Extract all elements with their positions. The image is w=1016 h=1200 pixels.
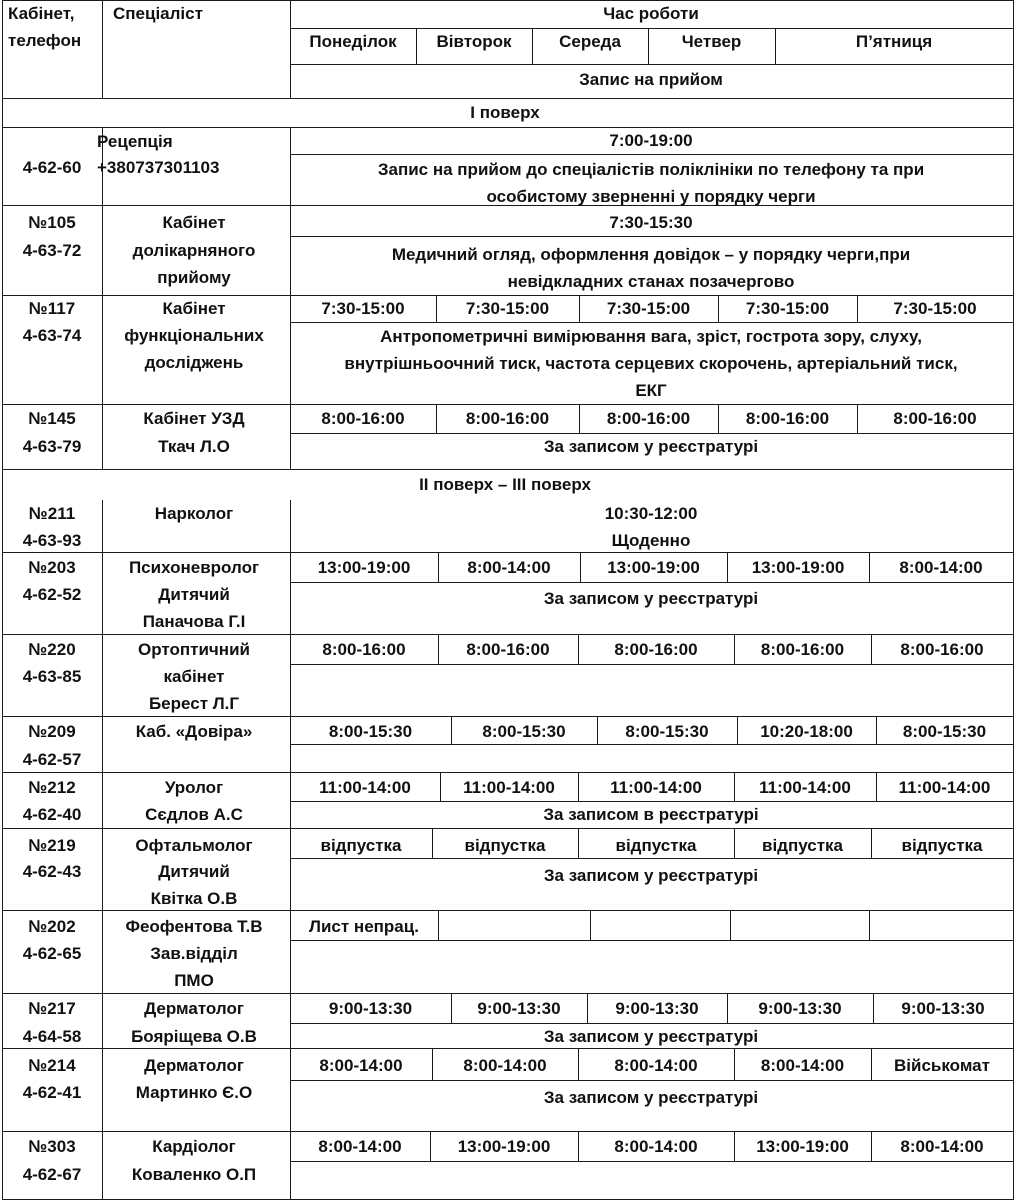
work-time-cell: 8:00-14:00 <box>614 1137 698 1156</box>
appointment-note: невідкладних станах позачергово <box>507 272 795 291</box>
cabinet-cell: 4-62-60 <box>22 158 82 177</box>
grid-line <box>1013 0 1014 1200</box>
work-time-cell: 8:00-16:00 <box>321 409 405 428</box>
grid-line <box>578 772 579 802</box>
work-time-cell: 9:00-13:30 <box>615 999 699 1018</box>
grid-line <box>102 500 103 553</box>
grid-line <box>2 0 3 1200</box>
grid-line <box>430 1131 431 1162</box>
specialist-cell: Рецепція <box>97 132 173 151</box>
cabinet-cell: №145 <box>28 409 76 428</box>
specialist-cell: +380737301103 <box>97 158 220 177</box>
work-time-cell: 8:00-16:00 <box>614 640 698 659</box>
work-time-cell: 8:00-15:30 <box>328 722 413 741</box>
specialist-cell: Психоневролог <box>128 558 260 577</box>
work-time-cell: 13:00-19:00 <box>756 1137 849 1156</box>
work-time-cell: відпустка <box>615 836 697 855</box>
work-time-cell: 10:20-18:00 <box>760 722 853 741</box>
floor-label-second-third: ІІ поверх – ІІІ поверх <box>419 475 591 494</box>
specialist-cell: ПМО <box>174 971 214 990</box>
grid-line <box>734 828 735 859</box>
grid-line <box>734 1048 735 1081</box>
grid-line <box>102 634 103 717</box>
cabinet-cell: 4-62-43 <box>22 862 82 881</box>
specialist-cell: Коваленко О.П <box>131 1165 257 1184</box>
specialist-cell: Нарколог <box>154 504 234 523</box>
specialist-cell: функціональних <box>124 326 264 345</box>
grid-line <box>578 1131 579 1162</box>
specialist-cell: Дерматолог <box>144 1056 244 1075</box>
cabinet-cell: 4-62-57 <box>22 750 82 769</box>
cabinet-cell: 4-62-67 <box>22 1165 82 1184</box>
grid-line <box>102 205 103 296</box>
grid-line <box>290 634 291 717</box>
cabinet-cell: №202 <box>28 917 76 936</box>
grid-line <box>727 993 728 1024</box>
grid-line <box>857 404 858 434</box>
grid-line <box>2 716 1014 717</box>
grid-line <box>438 910 439 941</box>
specialist-cell: прийому <box>157 268 231 287</box>
appointment-note: За записом у реєстратурі <box>543 589 759 608</box>
grid-line <box>440 772 441 802</box>
grid-line <box>290 205 291 296</box>
appointment-note: Антропометричні вимірювання вага, зріст, гострота зору, слуху, <box>380 327 922 346</box>
grid-line <box>290 64 1014 65</box>
work-time-cell: 7:30-15:00 <box>745 299 830 318</box>
work-time-cell: відпустка <box>901 836 983 855</box>
header-day-2: Середа <box>559 32 621 51</box>
header-cabinet-label: Кабінет, <box>8 4 75 23</box>
work-time-cell: 9:00-13:30 <box>758 999 842 1018</box>
cabinet-cell: 4-63-79 <box>22 437 82 456</box>
grid-line <box>734 1131 735 1162</box>
work-time-cell: 9:00-13:30 <box>477 999 561 1018</box>
specialist-cell: Берест Л.Г <box>148 694 240 713</box>
cabinet-cell: 4-63-72 <box>22 241 82 260</box>
grid-line <box>290 433 1014 434</box>
grid-line <box>290 0 291 99</box>
specialist-cell: Офтальмолог <box>135 836 253 855</box>
specialist-cell: Кабінет <box>162 299 226 318</box>
grid-line <box>102 404 103 470</box>
grid-line <box>737 716 738 745</box>
cabinet-cell: 4-63-93 <box>22 531 82 550</box>
grid-line <box>869 552 870 583</box>
grid-line <box>451 716 452 745</box>
work-time-cell: 8:00-16:00 <box>760 640 845 659</box>
grid-line <box>102 552 103 635</box>
work-time-cell: 8:00-14:00 <box>319 1056 403 1075</box>
grid-line <box>290 993 291 1049</box>
cabinet-cell: №212 <box>28 778 76 797</box>
grid-line <box>2 295 1014 296</box>
specialist-cell: Дитячий <box>158 862 230 881</box>
grid-line <box>102 993 103 1049</box>
work-time-cell: 8:00-14:00 <box>614 1056 698 1075</box>
work-time-cell: відпустка <box>464 836 546 855</box>
appointment-note: За записом у реєстратурі <box>543 866 759 885</box>
grid-line <box>290 552 291 635</box>
work-time-cell: 8:00-16:00 <box>745 409 830 428</box>
grid-line <box>290 664 1014 665</box>
work-time-cell: 8:00-15:30 <box>625 722 709 741</box>
work-time-cell: 8:00-16:00 <box>465 409 550 428</box>
grid-line <box>290 940 1014 941</box>
grid-line <box>648 28 649 65</box>
grid-line <box>290 910 291 994</box>
grid-line <box>578 828 579 859</box>
work-time-cell: 8:00-14:00 <box>760 1056 845 1075</box>
grid-line <box>290 1023 1014 1024</box>
grid-line <box>432 828 433 859</box>
header-day-1: Вівторок <box>436 32 512 51</box>
cabinet-cell: №214 <box>28 1056 76 1075</box>
grid-line <box>871 1048 872 1081</box>
specialist-cell: Дитячий <box>158 585 230 604</box>
appointment-note: За записом в реєстратурі <box>543 805 759 824</box>
work-time-cell: 10:30-12:00 <box>604 504 698 523</box>
work-time-cell: відпустка <box>761 836 844 855</box>
specialist-cell: Ткач Л.О <box>158 437 230 456</box>
grid-line <box>579 404 580 434</box>
grid-line <box>2 552 1014 553</box>
grid-line <box>290 500 291 553</box>
grid-line <box>102 1131 103 1200</box>
specialist-cell: Кабінет <box>162 213 226 232</box>
work-time-cell: 7:00-19:00 <box>609 131 693 150</box>
grid-line <box>102 910 103 994</box>
specialist-cell: Феофентова Т.В <box>125 917 263 936</box>
grid-line <box>290 295 291 405</box>
specialist-cell: досліджень <box>144 353 244 372</box>
cabinet-cell: 4-63-74 <box>22 326 82 345</box>
grid-line <box>578 634 579 665</box>
grid-line <box>734 772 735 802</box>
grid-line <box>290 28 1014 29</box>
grid-line <box>451 993 452 1024</box>
grid-line <box>2 634 1014 635</box>
grid-line <box>718 295 719 323</box>
specialist-cell: кабінет <box>163 667 225 686</box>
work-time-cell: 13:00-19:00 <box>317 558 411 577</box>
grid-line <box>290 744 1014 745</box>
appointment-note: внутрішньоочний тиск, частота серцевих скорочень, артеріальний тиск, <box>344 354 958 373</box>
specialist-cell: долікарняного <box>132 241 256 260</box>
work-time-cell: 8:00-16:00 <box>322 640 406 659</box>
work-time-cell: 7:30-15:00 <box>606 299 691 318</box>
appointment-note: Щоденно <box>611 531 691 550</box>
grid-line <box>290 1131 291 1200</box>
appointment-note: За записом у реєстратурі <box>543 1027 759 1046</box>
header-day-0: Понеділок <box>309 32 397 51</box>
grid-line <box>290 1161 1014 1162</box>
grid-line <box>438 552 439 583</box>
grid-line <box>869 910 870 941</box>
appointment-note: ЕКГ <box>635 381 667 400</box>
grid-line <box>102 295 103 405</box>
cabinet-cell: 4-62-40 <box>22 805 82 824</box>
header-work-time-label: Час роботи <box>603 4 699 23</box>
grid-line <box>2 1048 1014 1049</box>
grid-line <box>290 1080 1014 1081</box>
grid-line <box>876 772 877 802</box>
floor-label-first: І поверх <box>470 103 540 122</box>
grid-line <box>416 28 417 65</box>
appointment-note: особистому зверненні у порядку черги <box>486 187 816 206</box>
grid-line <box>290 801 1014 802</box>
grid-line <box>857 295 858 323</box>
cabinet-cell: 4-62-41 <box>22 1083 82 1102</box>
cabinet-cell: 4-64-58 <box>22 1027 82 1046</box>
work-time-cell: 11:00-14:00 <box>898 778 991 797</box>
work-time-cell: 8:00-14:00 <box>318 1137 402 1156</box>
cabinet-cell: №217 <box>28 999 76 1018</box>
grid-line <box>579 295 580 323</box>
grid-line <box>590 910 591 941</box>
grid-line <box>432 1048 433 1081</box>
work-time-cell: відпустка <box>320 836 402 855</box>
grid-line <box>580 552 581 583</box>
work-time-cell: 13:00-19:00 <box>457 1137 551 1156</box>
specialist-cell: Мартинко Є.О <box>135 1083 253 1102</box>
specialist-cell: Кардіолог <box>152 1137 236 1156</box>
work-time-cell: 8:00-16:00 <box>466 640 550 659</box>
work-time-cell: 8:00-14:00 <box>899 558 983 577</box>
appointment-note: За записом у реєстратурі <box>543 1088 759 1107</box>
grid-line <box>436 404 437 434</box>
cabinet-cell: №220 <box>28 640 76 659</box>
grid-line <box>578 1048 579 1081</box>
cabinet-cell: №219 <box>28 836 76 855</box>
specialist-cell: Квітка О.В <box>150 889 238 908</box>
appointment-note: За записом у реєстратурі <box>543 437 759 456</box>
grid-line <box>727 552 728 583</box>
grid-line <box>871 828 872 859</box>
work-time-cell: 8:00-16:00 <box>893 409 977 428</box>
cabinet-cell: №105 <box>28 213 76 232</box>
grid-line <box>290 828 291 911</box>
work-time-cell: 11:00-14:00 <box>463 778 555 797</box>
header-day-4: П’ятниця <box>855 32 933 51</box>
grid-line <box>871 1131 872 1162</box>
grid-line <box>438 634 439 665</box>
specialist-cell: Бояріщева О.В <box>131 1027 257 1046</box>
appointment-note: Запис на прийом до спеціалістів поліклініки по телефону та при <box>377 160 925 179</box>
work-time-cell: 7:30-15:30 <box>609 213 693 232</box>
grid-line <box>730 910 731 941</box>
specialist-cell: Кабінет УЗД <box>143 409 245 428</box>
grid-line <box>532 28 533 65</box>
cabinet-cell: №117 <box>28 299 76 318</box>
work-time-cell: 7:30-15:00 <box>321 299 405 318</box>
grid-line <box>597 716 598 745</box>
grid-line <box>290 127 291 206</box>
grid-line <box>871 634 872 665</box>
grid-line <box>734 634 735 665</box>
grid-line <box>436 295 437 323</box>
grid-line <box>102 0 103 99</box>
work-time-cell: 13:00-19:00 <box>751 558 845 577</box>
cabinet-cell: №303 <box>28 1137 76 1156</box>
specialist-cell: Паначова Г.І <box>142 612 246 631</box>
cabinet-cell: 4-62-65 <box>22 944 82 963</box>
work-time-cell: 8:00-15:30 <box>482 722 566 741</box>
header-day-3: Четвер <box>681 32 742 51</box>
grid-line <box>876 716 877 745</box>
header-cabinet-label: телефон <box>8 31 82 50</box>
cabinet-cell: №211 <box>28 504 76 523</box>
grid-line <box>2 1131 1014 1132</box>
work-time-cell: 9:00-13:30 <box>328 999 413 1018</box>
grid-line <box>290 582 1014 583</box>
work-time-cell: 8:00-15:30 <box>902 722 987 741</box>
grid-line <box>2 127 1014 128</box>
grid-line <box>102 716 103 773</box>
work-time-cell: 9:00-13:30 <box>901 999 985 1018</box>
grid-line <box>290 1048 291 1132</box>
cabinet-cell: №203 <box>28 558 76 577</box>
work-time-cell: 8:00-16:00 <box>606 409 691 428</box>
work-time-cell: 8:00-14:00 <box>900 1137 984 1156</box>
work-time-cell: 8:00-14:00 <box>467 558 551 577</box>
grid-line <box>587 993 588 1024</box>
work-time-cell: Лист непрац. <box>309 917 419 936</box>
work-time-cell: 13:00-19:00 <box>607 558 700 577</box>
work-time-cell: 8:00-16:00 <box>900 640 984 659</box>
grid-line <box>290 858 1014 859</box>
cabinet-cell: 4-62-52 <box>22 585 82 604</box>
grid-line <box>873 993 874 1024</box>
grid-line <box>102 828 103 911</box>
specialist-cell: Сєдлов А.С <box>145 805 243 824</box>
grid-line <box>2 993 1014 994</box>
grid-line <box>102 772 103 829</box>
cabinet-cell: №209 <box>28 722 76 741</box>
grid-line <box>2 772 1014 773</box>
specialist-cell: Каб. «Довіра» <box>135 722 253 741</box>
grid-line <box>290 322 1014 323</box>
grid-line <box>290 154 1014 155</box>
grid-line <box>2 828 1014 829</box>
grid-line <box>290 236 1014 237</box>
grid-line <box>2 404 1014 405</box>
grid-line <box>775 28 776 65</box>
grid-line <box>290 404 291 470</box>
work-time-cell: 11:00-14:00 <box>610 778 702 797</box>
specialist-cell: Дерматолог <box>144 999 244 1018</box>
work-time-cell: Військомат <box>894 1056 990 1075</box>
specialist-cell: Уролог <box>164 778 224 797</box>
header-specialist-label: Спеціаліст <box>113 4 203 23</box>
work-time-cell: 11:00-14:00 <box>319 778 411 797</box>
cabinet-cell: 4-63-85 <box>22 667 82 686</box>
work-time-cell: 11:00-14:00 <box>759 778 851 797</box>
work-time-cell: 7:30-15:00 <box>893 299 977 318</box>
work-time-cell: 8:00-14:00 <box>463 1056 547 1075</box>
header-appointment-label: Запис на прийом <box>579 70 723 89</box>
grid-line <box>718 404 719 434</box>
grid-line <box>2 469 1014 470</box>
specialist-cell: Ортоптичний <box>138 640 250 659</box>
work-time-cell: 7:30-15:00 <box>465 299 550 318</box>
grid-line <box>102 1048 103 1132</box>
appointment-note: Медичний огляд, оформлення довідок – у порядку черги,при <box>391 245 911 264</box>
grid-line <box>2 0 1014 1</box>
grid-line <box>2 910 1014 911</box>
specialist-cell: Зав.відділ <box>150 944 238 963</box>
grid-line <box>2 98 1014 99</box>
